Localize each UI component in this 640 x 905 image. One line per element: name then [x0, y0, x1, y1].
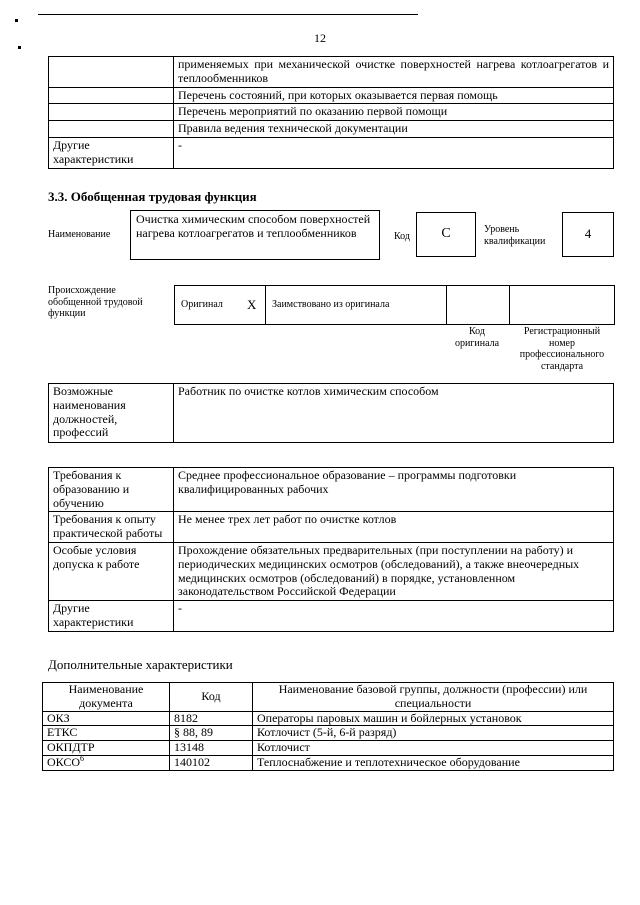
table-row — [49, 512, 614, 543]
doc-cell: ОКЗ — [43, 711, 170, 726]
req-value: Прохождение обязательных предварительных (при поступлении на работу) и периодических медицинских осмотров (обследований), а также внеочередных медицинских осмотров (обследований) в порядке, установленном законодательством Российской Федерации — [174, 542, 614, 600]
table-row — [49, 121, 614, 138]
req-value: - — [174, 601, 614, 632]
req-label: Требования к опыту практической работы — [49, 512, 174, 543]
borrowed-label: Заимствовано из оригинала — [266, 286, 447, 325]
level-label: Уровень квалификации — [484, 224, 546, 247]
footnote-mark: 6 — [80, 753, 85, 763]
possible-names-label: Возможные наименования должностей, профессий — [49, 384, 174, 443]
doc-cell: ОКСО$^6$ — [43, 755, 170, 770]
page-number: 12 — [314, 31, 326, 45]
label-cell — [49, 121, 174, 138]
level-box — [562, 212, 614, 257]
extra-title: Дополнительные характеристики — [48, 657, 233, 672]
origin-table — [174, 285, 615, 325]
scan-dot — [18, 46, 21, 49]
value-cell: Правила ведения технической документации — [174, 121, 614, 138]
name-value: Очистка химическим способом поверхностей нагрева котлоагрегатов и теплообменников — [136, 212, 371, 240]
name-cell: Операторы паровых машин и бойлерных установок — [253, 711, 614, 726]
possible-names-value: Работник по очистке котлов химическим способом — [174, 384, 614, 443]
label-cell: Другие характеристики — [49, 137, 174, 168]
code-caption: Код оригинала — [454, 326, 500, 349]
label-cell — [49, 87, 174, 104]
doc-cell: ЕТКС — [43, 726, 170, 741]
value-cell: Перечень мероприятий по оказанию первой помощи — [174, 104, 614, 121]
value-cell: - — [174, 137, 614, 168]
req-value: Среднее профессиональное образование – программы подготовки квалифицированных рабочих — [174, 468, 614, 512]
req-label: Требования к образованию и обучению — [49, 468, 174, 512]
code-cell: 8182 — [170, 711, 253, 726]
code-value: С — [441, 226, 451, 242]
reg-caption: Регистрационный номер профессионального стандарта — [519, 326, 605, 372]
original-mark: X — [241, 286, 266, 325]
name-box — [130, 210, 380, 260]
continuation-table — [48, 56, 614, 169]
section-title: 3.3. Обобщенная трудовая функция — [48, 189, 257, 204]
doc-cell: ОКПДТР — [43, 741, 170, 756]
label-cell — [49, 104, 174, 121]
requirements-table — [48, 467, 614, 632]
table-row — [43, 741, 614, 756]
code-cell: 140102 — [170, 755, 253, 770]
reg-number-cell — [510, 286, 615, 325]
table-row — [49, 104, 614, 121]
header-cell: Код — [170, 683, 253, 712]
table-row — [43, 755, 614, 770]
req-label: Особые условия допуска к работе — [49, 542, 174, 600]
table-row — [43, 726, 614, 741]
table-row — [49, 87, 614, 104]
level-value: 4 — [584, 226, 592, 242]
table-row — [49, 601, 614, 632]
table-row — [49, 57, 614, 88]
scan-dot — [15, 19, 18, 22]
value-cell: применяемых при механической очистке поверхностей нагрева котлоагрегатов и теплообменников — [174, 57, 614, 88]
table-row — [49, 542, 614, 600]
possible-names-table — [48, 383, 614, 443]
table-header-row — [43, 683, 614, 712]
original-label: Оригинал — [175, 286, 242, 325]
header-cell: Наименование документа — [43, 683, 170, 712]
header-cell: Наименование базовой группы, должности (профессии) или специальности — [253, 683, 614, 712]
name-cell: Теплоснабжение и теплотехническое оборудование — [253, 755, 614, 770]
original-code-cell — [447, 286, 510, 325]
req-label: Другие характеристики — [49, 601, 174, 632]
table-row — [49, 137, 614, 168]
name-cell: Котлочист — [253, 741, 614, 756]
code-cell: 13148 — [170, 741, 253, 756]
name-cell: Котлочист (5-й, 6-й разряд) — [253, 726, 614, 741]
label-cell — [49, 57, 174, 88]
origin-label: Происхождение обобщенной трудовой функции — [48, 285, 143, 319]
table-row — [43, 711, 614, 726]
code-box — [416, 212, 476, 257]
table-row — [49, 468, 614, 512]
code-cell: § 88, 89 — [170, 726, 253, 741]
extra-table — [42, 682, 614, 771]
req-value: Не менее трех лет работ по очистке котлов — [174, 512, 614, 543]
name-label: Наименование — [48, 229, 111, 240]
value-cell: Перечень состояний, при которых оказывается первая помощь — [174, 87, 614, 104]
code-label: Код — [394, 231, 410, 242]
top-rule — [38, 14, 418, 15]
